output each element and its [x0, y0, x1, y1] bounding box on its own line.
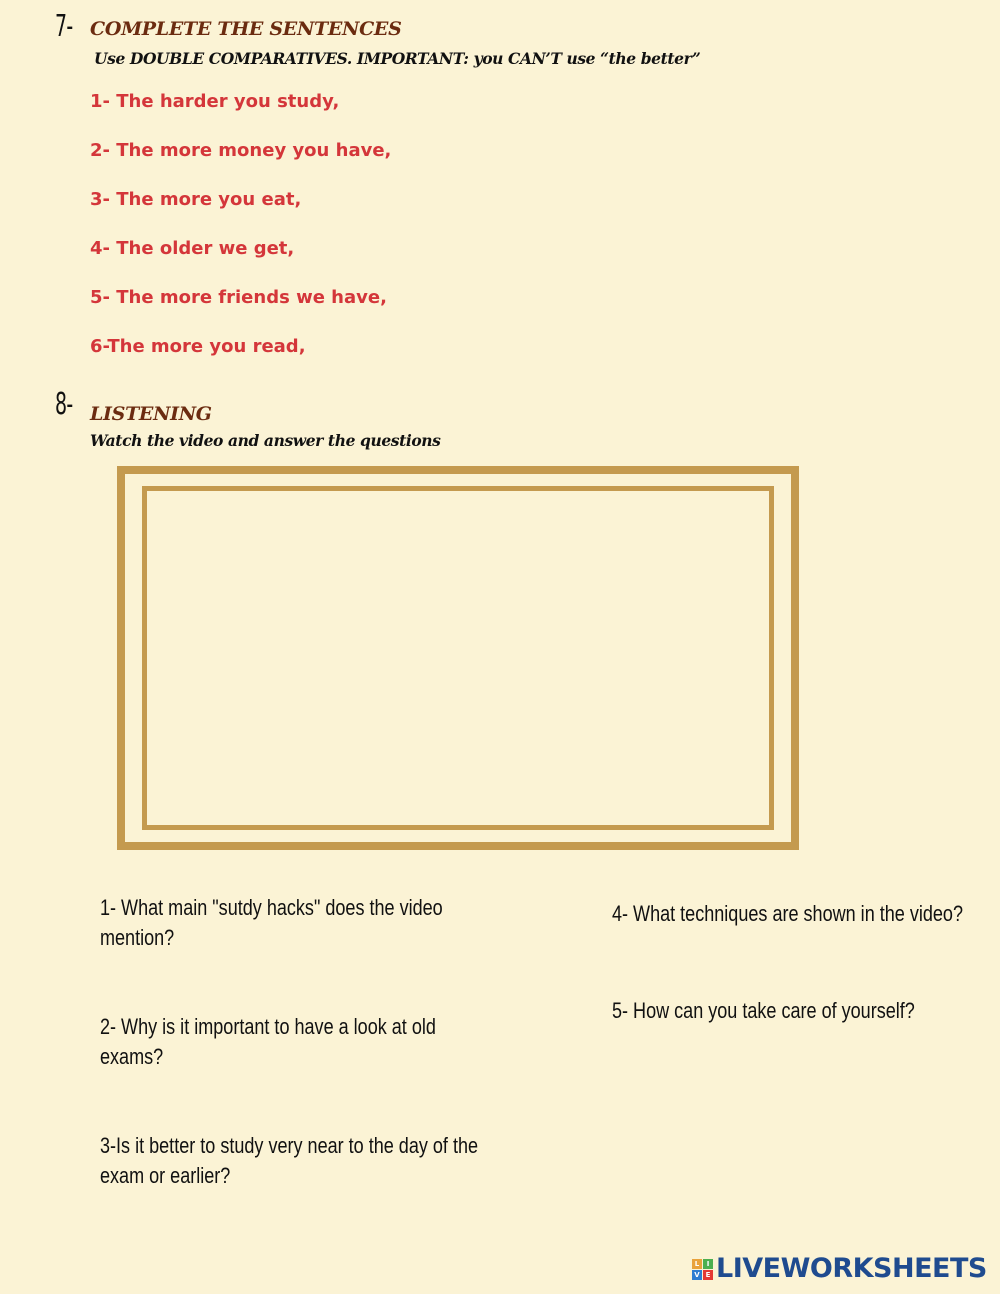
question-2: 2- Why is it important to have a look at old exams? [100, 1014, 436, 1069]
sentence-2: 2- The more money you have, [90, 140, 392, 161]
sentence-6: 6-The more you read, [90, 336, 306, 357]
question-5: 5- How can you take care of yourself? [612, 998, 915, 1023]
sentence-3: 3- The more you eat, [90, 189, 302, 210]
question-1: 1- What main "sutdy hacks" does the video mention? [100, 895, 443, 950]
section-8-number: 8- [55, 387, 73, 422]
section-7-number: 7- [55, 9, 73, 44]
logo-letter-i: I [703, 1259, 713, 1269]
question-4: 4- What techniques are shown in the video? [612, 901, 963, 926]
logo-letter-v: V [692, 1270, 702, 1280]
liveworksheets-logo[interactable] [692, 1255, 987, 1283]
section-8-title: LISTENING [90, 403, 212, 425]
question-3: 3-Is it better to study very near to the day of the exam or earlier? [100, 1133, 479, 1188]
video-frame-inner[interactable] [142, 486, 774, 830]
logo-grid-icon [692, 1259, 713, 1280]
sentence-1: 1- The harder you study, [90, 91, 340, 112]
section-7-title: COMPLETE THE SENTENCES [90, 18, 402, 40]
logo-letter-e: E [703, 1270, 713, 1280]
section-8-instruction: Watch the video and answer the questions [90, 431, 441, 450]
section-7-instruction: Use DOUBLE COMPARATIVES. IMPORTANT: you CAN’T use “the better” [94, 49, 701, 68]
logo-letter-l: L [692, 1259, 702, 1269]
logo-text: LIVEWORKSHEETS [716, 1253, 987, 1284]
sentence-5: 5- The more friends we have, [90, 287, 387, 308]
sentence-4: 4- The older we get, [90, 238, 295, 259]
